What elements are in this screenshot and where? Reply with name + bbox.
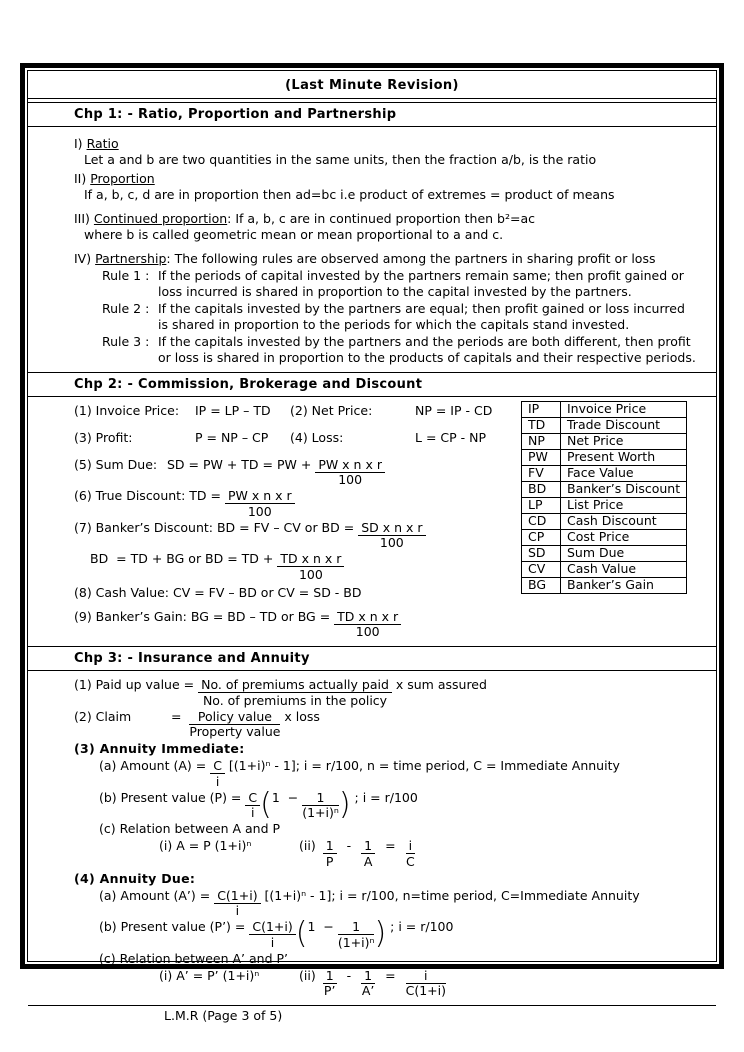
abbr-full: Banker’s Discount: [561, 481, 687, 497]
ratio-body: Let a and b are two quantities in the same units, then the fraction a/b, is the ratio: [84, 151, 597, 167]
minus-sign: -: [346, 967, 352, 983]
table-row: [522, 577, 687, 593]
abbr-full: Invoice Price: [561, 401, 687, 417]
fraction: [249, 919, 295, 950]
formula-claim: [74, 709, 708, 740]
ad-amount-pre: (a) Amount (A’) =: [99, 887, 215, 903]
paid-up-post: x sum assured: [391, 677, 487, 692]
sum-due-pre: SD = PW + TD = PW +: [167, 456, 316, 472]
abbr-code: IP: [522, 401, 561, 417]
fraction-numerator: C(1+i): [249, 919, 295, 935]
claim-eq: =: [171, 708, 190, 724]
fraction-numerator: TD x n x r: [277, 551, 344, 567]
abbr-full: Cash Discount: [561, 513, 687, 529]
abbr-code: TD: [522, 417, 561, 433]
net-price-label: (2) Net Price:: [290, 402, 373, 418]
ad-pv-inner: 1 −: [307, 919, 338, 934]
ad-pv-post: ; i = r/100: [386, 919, 454, 934]
ad-amount-post: [(1+i)ⁿ - 1]; i = r/100, n=time period, C=Immediate Annuity: [260, 887, 640, 903]
minus-sign: -: [346, 838, 352, 853]
table-row: [522, 449, 687, 465]
fraction-denominator: Property value: [189, 724, 281, 739]
fraction: [315, 457, 385, 488]
fraction-numerator: i: [406, 968, 446, 984]
fraction-denominator: 100: [298, 566, 323, 582]
fraction-numerator: Policy value: [189, 709, 280, 725]
fraction-denominator: i: [235, 903, 240, 918]
ai-amount-pre: (a) Amount (A) =: [99, 758, 211, 773]
fraction-numerator: C: [245, 790, 260, 806]
ad-relation-i: (i) A’ = P’ (1+i)ⁿ: [159, 967, 260, 983]
sum-due-label: (5) Sum Due:: [74, 456, 158, 472]
abbr-full: Net Price: [561, 433, 687, 449]
rule-2-text: [158, 301, 685, 333]
abbr-full: List Price: [561, 497, 687, 513]
fraction-denominator: C: [405, 853, 415, 869]
ai-amount-post: [(1+i)ⁿ - 1]; i = r/100, n = time period, C = Immediate Annuity: [224, 758, 620, 773]
fraction: [361, 968, 375, 999]
fraction-denominator: 100: [338, 472, 363, 487]
fraction-denominator: C(1+i): [405, 983, 446, 998]
abbr-code: NP: [522, 433, 561, 449]
invoice-price-eq: IP = LP – TD: [195, 402, 271, 418]
annuity-immediate-relation-formulas: [74, 838, 708, 869]
fraction: [323, 968, 337, 999]
abbr-full: Face Value: [561, 465, 687, 481]
claim-post: x loss: [280, 708, 320, 724]
rule-3-line-2: or loss is shared in proportion to the products of capitals and their respective periods.: [158, 349, 696, 365]
abbr-code: BG: [522, 577, 561, 593]
document-page: [20, 63, 724, 1023]
ai-pv-inner: 1 −: [271, 789, 303, 805]
open-paren: (: [295, 916, 308, 951]
rule-3: [102, 334, 708, 366]
bankers-gain-pre: (9) Banker’s Gain: BG = BD – TD or BG =: [74, 608, 335, 624]
continued-proportion-label: III): [74, 210, 90, 226]
rule-1: [102, 268, 708, 300]
fraction-denominator: 100: [247, 503, 272, 519]
fraction: [406, 968, 446, 999]
page-footer: L.M.R (Page 3 of 5): [28, 1005, 716, 1025]
rule-1-line-1: If the periods of capital invested by the partners remain same; then profit gained or: [158, 267, 684, 283]
fraction-numerator: 1: [361, 968, 375, 984]
fraction-numerator: 1: [323, 838, 337, 854]
fraction-denominator: (1+i)ⁿ: [337, 934, 375, 950]
fraction-denominator: A: [363, 853, 373, 869]
fraction-denominator: 100: [355, 624, 380, 639]
abbr-code: LP: [522, 497, 561, 513]
abbr-full: Present Worth: [561, 449, 687, 465]
abbr-full: Banker’s Gain: [561, 577, 687, 593]
ai-pv-post: ; i = r/100: [350, 789, 418, 805]
fraction: [361, 838, 375, 869]
partnership-rules: [102, 268, 708, 366]
proportion-term: Proportion: [90, 170, 155, 186]
close-paren: ): [374, 916, 387, 951]
fraction-numerator: PW x n x r: [315, 457, 385, 473]
fraction-numerator: No. of premiums actually paid: [198, 677, 392, 693]
fraction-denominator: P’: [323, 983, 336, 998]
abbr-full: Cost Price: [561, 529, 687, 545]
fraction-denominator: i: [270, 934, 275, 950]
table-row: [522, 481, 687, 497]
table-row: [522, 401, 687, 417]
chapter-2-content: [28, 397, 716, 647]
profit-label: (3) Profit:: [74, 429, 133, 445]
ai-relation-i: (i) A = P (1+i)ⁿ: [159, 838, 252, 853]
equals-sign: =: [385, 838, 396, 853]
rule-1-label: Rule 1 :: [102, 267, 150, 283]
true-discount-pre: (6) True Discount: TD =: [74, 488, 225, 503]
fraction-numerator: 1: [361, 838, 375, 854]
fraction-numerator: TD x n x r: [334, 609, 401, 625]
table-row: [522, 513, 687, 529]
rule-2-line-2: is shared in proportion to the periods for which the capitals stand invested.: [158, 316, 630, 332]
net-price-eq: NP = IP - CD: [415, 402, 493, 418]
rule-3-label: Rule 3 :: [102, 333, 150, 349]
partnership-item: [74, 251, 708, 267]
abbr-code: CV: [522, 561, 561, 577]
fraction: [210, 758, 225, 789]
close-paren: ): [338, 786, 351, 822]
profit-eq: P = NP – CP: [195, 429, 269, 445]
equals-sign: =: [385, 967, 396, 983]
page-title: (Last Minute Revision): [28, 71, 716, 99]
fraction-denominator: (1+i)ⁿ: [302, 805, 339, 820]
fraction: [323, 838, 337, 869]
fraction-denominator: A’: [361, 983, 375, 998]
fraction: [198, 677, 392, 708]
fraction: [245, 790, 260, 821]
fraction: [334, 609, 401, 640]
abbr-code: FV: [522, 465, 561, 481]
fraction: [225, 488, 295, 519]
table-row: [522, 497, 687, 513]
continued-proportion-rest: : If a, b, c are in continued proportion then b²=ac: [227, 210, 535, 226]
fraction-denominator: P: [325, 853, 334, 869]
fraction-numerator: C(1+i): [214, 888, 260, 904]
fraction-numerator: 1: [338, 919, 375, 935]
rule-2: [102, 301, 708, 333]
chapter-3-content: [28, 671, 716, 1005]
fraction: [277, 551, 344, 582]
fraction-denominator: No. of premiums in the policy: [202, 692, 388, 708]
table-row: [522, 545, 687, 561]
fraction-numerator: C: [210, 758, 225, 774]
rule-2-label: Rule 2 :: [102, 300, 150, 316]
annuity-due-amount: [74, 888, 708, 919]
fraction: [358, 520, 425, 551]
abbr-code: SD: [522, 545, 561, 561]
rule-2-line-1: If the capitals invested by the partners are equal; then profit gained or loss incurred: [158, 300, 685, 316]
annuity-immediate-heading: (3) Annuity Immediate:: [74, 741, 245, 756]
annuity-immediate-relation: (c) Relation between A and P: [99, 821, 281, 836]
rule-1-line-2: loss incurred is shared in proportion to the capital invested by the partners.: [158, 283, 632, 299]
document-inner-frame: [27, 70, 717, 1023]
chapter-1-content: [28, 127, 716, 372]
annuity-due-relation-formulas: [74, 968, 708, 999]
abbr-code: CP: [522, 529, 561, 545]
annuity-immediate-amount: [74, 758, 708, 789]
chapter-1-heading: Chp 1: - Ratio, Proportion and Partnership: [28, 102, 716, 127]
table-row: [522, 433, 687, 449]
ai-pv-pre: (b) Present value (P) =: [99, 789, 246, 805]
formula-cash-value: (8) Cash Value: CV = FV – BD or CV = SD - BD: [74, 584, 362, 600]
formula-bankers-gain: [74, 609, 708, 640]
loss-label: (4) Loss:: [290, 429, 344, 445]
invoice-price-label: (1) Invoice Price:: [74, 402, 180, 418]
paid-up-pre: (1) Paid up value =: [74, 677, 199, 692]
fraction-numerator: i: [406, 838, 415, 854]
annuity-immediate-present-value: [74, 786, 708, 822]
partnership-term: Partnership: [95, 250, 167, 266]
abbr-full: Cash Value: [561, 561, 687, 577]
continued-proportion-item: [74, 211, 708, 227]
fraction-denominator: i: [251, 805, 255, 820]
open-paren: (: [260, 786, 272, 822]
bankers-discount-pre: (7) Banker’s Discount: BD = FV – CV or BD =: [74, 519, 359, 535]
chapter-3-heading: Chp 3: - Insurance and Annuity: [28, 646, 716, 671]
annuity-due-relation: (c) Relation between A’ and P’: [99, 950, 288, 966]
abbr-full: Sum Due: [561, 545, 687, 561]
fraction-denominator: i: [215, 773, 220, 789]
fraction-denominator: 100: [379, 535, 404, 550]
abbr-code: BD: [522, 481, 561, 497]
annuity-due-present-value: [74, 916, 708, 951]
fraction: [214, 888, 260, 919]
table-row: [522, 417, 687, 433]
partnership-label: IV): [74, 250, 92, 266]
loss-eq: L = CP - NP: [415, 429, 486, 445]
proportion-body: If a, b, c, d are in proportion then ad=bc i.e product of extremes = product of means: [84, 186, 615, 202]
table-row: [522, 465, 687, 481]
abbr-full: Trade Discount: [561, 417, 687, 433]
fraction: [406, 838, 415, 869]
fraction-numerator: PW x n x r: [225, 488, 295, 504]
fraction: [338, 919, 375, 950]
rule-3-line-1: If the capitals invested by the partners and the periods are both different, then profit: [158, 333, 691, 349]
rule-1-text: [158, 268, 684, 300]
ad-relation-ii-label: (ii): [299, 967, 320, 983]
fraction-numerator: SD x n x r: [358, 520, 425, 536]
ratio-label: I): [74, 135, 83, 151]
chapter-2-heading: Chp 2: - Commission, Brokerage and Discount: [28, 372, 716, 397]
annuity-due-heading: (4) Annuity Due:: [74, 870, 196, 886]
ratio-item: [74, 136, 708, 152]
partnership-rest: : The following rules are observed among the partners in sharing profit or loss: [166, 250, 656, 266]
claim-label: (2) Claim: [74, 708, 132, 724]
abbreviation-table: [521, 401, 687, 594]
fraction-numerator: 1: [323, 968, 337, 984]
continued-proportion-term: Continued proportion: [93, 210, 228, 226]
rule-3-text: [158, 334, 696, 366]
ad-pv-pre: (b) Present value (P’) =: [99, 919, 250, 934]
bd-alt-pre: BD = TD + BG or BD = TD +: [90, 551, 278, 566]
abbr-code: CD: [522, 513, 561, 529]
table-row: [522, 529, 687, 545]
fraction-numerator: 1: [302, 790, 339, 806]
table-row: [522, 561, 687, 577]
proportion-item: [74, 171, 708, 187]
fraction: [189, 709, 280, 740]
formula-paid-up-value: [74, 677, 708, 708]
ai-relation-ii-label: (ii): [299, 838, 320, 853]
continued-proportion-body: where b is called geometric mean or mean proportional to a and c.: [84, 226, 504, 242]
fraction: [302, 790, 339, 821]
proportion-label: II): [74, 170, 87, 186]
ratio-term: Ratio: [86, 135, 119, 151]
abbr-code: PW: [522, 449, 561, 465]
